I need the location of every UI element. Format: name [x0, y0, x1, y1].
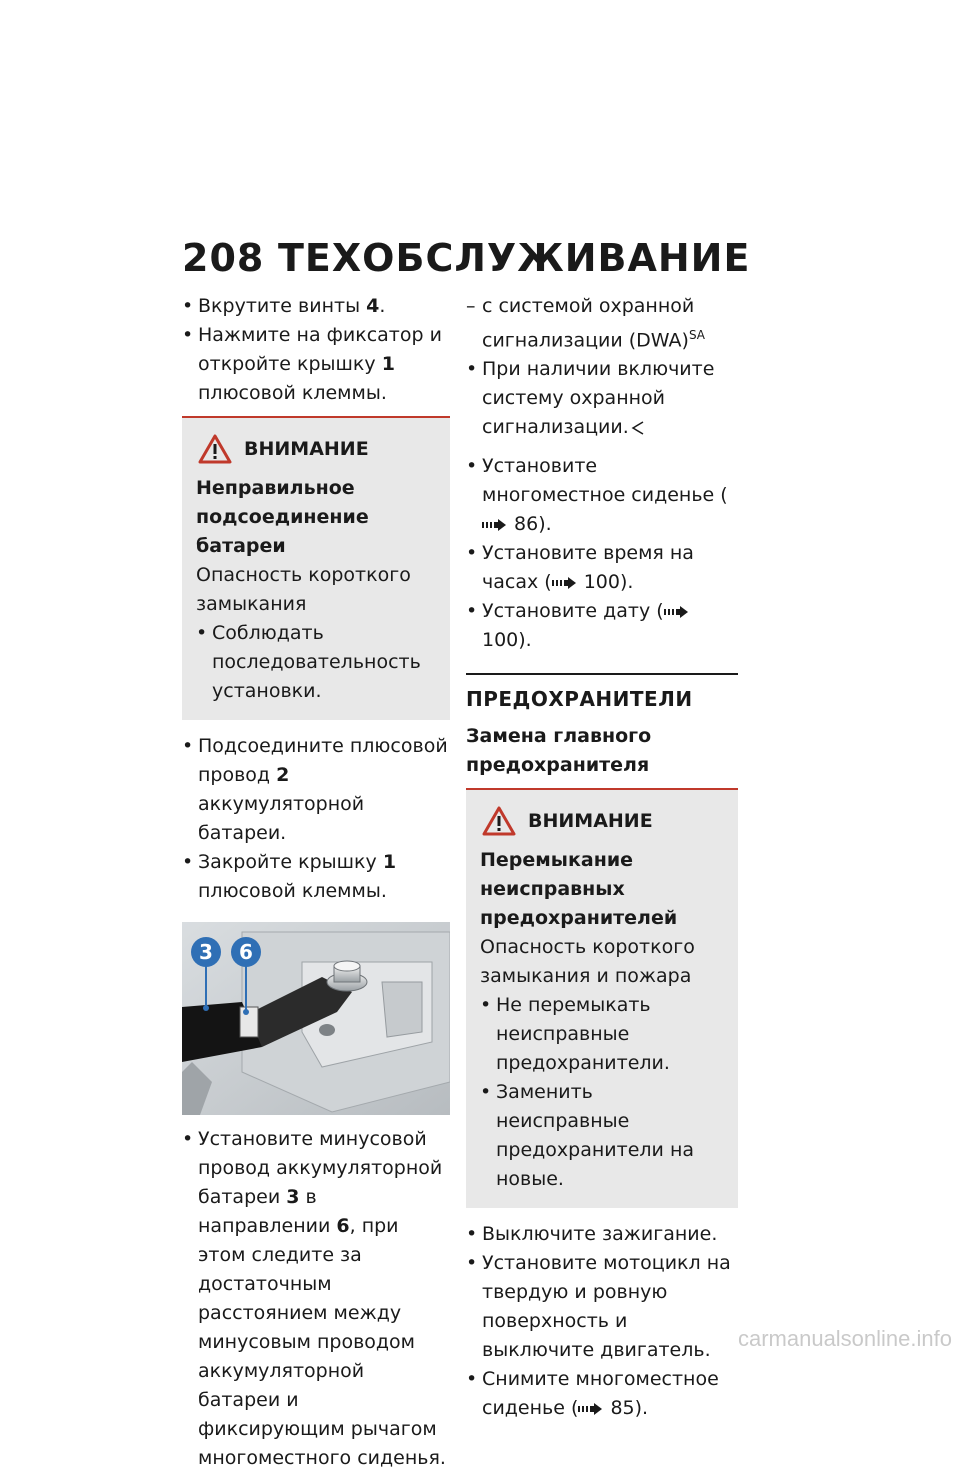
list-item: • Установите время на часах ( 100). — [466, 539, 738, 597]
chapter-title: ТЕХОБСЛУЖИВАНИЕ — [278, 236, 751, 280]
left-column — [182, 292, 450, 1473]
page-reference-arrow-icon — [552, 576, 578, 590]
list-item: • Снимите многоместное сиденье ( 85). — [466, 1365, 738, 1423]
warning-box — [466, 788, 738, 1208]
warning-text: Опасность короткого замыкания — [196, 564, 411, 615]
list-item: • Нажмите на фиксатор и откройте крышку 1 плюсовой клеммы. — [182, 321, 450, 408]
list-item: • Установите мотоцикл на твердую и ровную поверхность и выключите двигатель. — [466, 1249, 738, 1365]
page-reference-arrow-icon — [664, 605, 690, 619]
warning-title: ВНИМАНИЕ — [244, 437, 369, 460]
list-item: • Выключите зажигание. — [466, 1220, 738, 1249]
page-ref: 100 — [583, 571, 620, 594]
list-item: • Вкрутите винты 4. — [182, 292, 450, 321]
page-reference-arrow-icon — [578, 1402, 604, 1416]
warning-icon — [482, 806, 516, 836]
list-item: • Подсоедините плюсовой провод 2 аккумуляторной батареи. — [182, 732, 450, 848]
callout-6 — [231, 937, 261, 967]
warning-subtitle: Неправильное подсоединение батареи — [196, 477, 369, 557]
condition-list — [466, 292, 738, 355]
subsection-heading: Замена главного предохранителя — [466, 725, 652, 777]
section-heading: ПРЕДОХРАНИТЕЛИ — [466, 673, 738, 714]
svg-text:6: 6 — [239, 940, 253, 964]
step-list — [466, 1220, 738, 1423]
page-header — [182, 236, 750, 280]
warning-icon — [198, 434, 232, 464]
page-ref: 100 — [482, 629, 519, 652]
list-item: • Установите многоместное сиденье ( 86). — [466, 452, 738, 539]
list-item: • Установите минусовой провод аккумуляторной батареи 3 в направлении 6, при этом следите за достаточным расстоянием между минусовым проводом аккумуляторной батареи и фиксирующим рычагом многоместного сиденья. — [182, 1125, 450, 1473]
warning-list — [480, 991, 724, 1194]
battery-terminal-photo — [182, 922, 450, 1115]
list-item: • При наличии включите систему охранной сигнализации. — [466, 355, 738, 442]
page-ref: 86 — [514, 513, 539, 536]
step-list — [182, 292, 450, 408]
step-list — [466, 355, 738, 442]
warning-title: ВНИМАНИЕ — [528, 809, 653, 832]
page-number: 208 — [182, 236, 265, 280]
warning-subtitle: Перемыкание неисправных предохранителей — [480, 849, 678, 930]
end-of-conditional-icon — [631, 420, 645, 436]
option-superscript: SA — [688, 328, 706, 342]
warning-item: • Не перемыкать неисправные предохранители. — [480, 991, 724, 1078]
warning-list — [196, 619, 436, 706]
callout-3 — [191, 937, 221, 967]
list-item: • Установите дату ( 100). — [466, 597, 738, 655]
page-reference-arrow-icon — [482, 518, 508, 532]
step-list — [466, 452, 738, 655]
condition-item: – с системой охранной сигнализации (DWA)$^{SA}$ — [466, 292, 738, 355]
warning-heading — [482, 806, 724, 836]
page-ref: 85 — [610, 1397, 635, 1420]
step-list — [182, 732, 450, 906]
svg-text:3: 3 — [199, 940, 213, 964]
step-list — [182, 1125, 450, 1473]
warning-item: • Соблюдать последовательность установки. — [196, 619, 436, 706]
warning-text: Опасность короткого замыкания и пожара — [480, 936, 695, 988]
warning-heading — [198, 434, 436, 464]
watermark: carmanualsonline.info — [737, 1326, 952, 1351]
warning-item: • Заменить неисправные предохранители на новые. — [480, 1078, 724, 1194]
list-item: • Закройте крышку 1 плюсовой клеммы. — [182, 848, 450, 906]
warning-box — [182, 416, 450, 720]
right-column — [466, 292, 738, 1423]
